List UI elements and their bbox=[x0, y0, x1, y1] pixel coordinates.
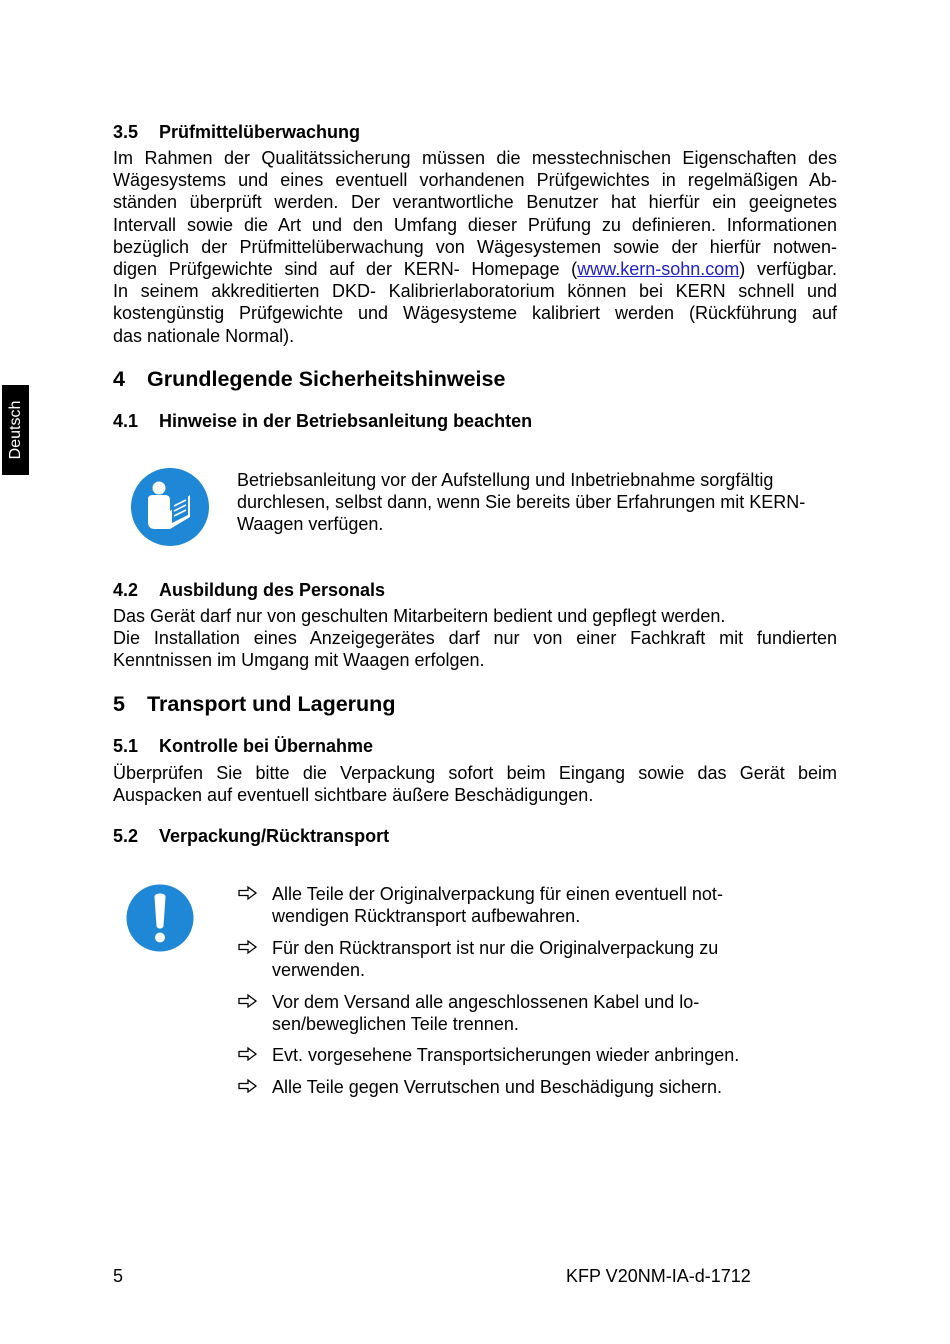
list-item-text: Vor dem Versand alle angeschlossenen Kabel und lo- bbox=[272, 992, 700, 1012]
text-line: Kenntnissen im Umgang mit Waagen erfolgen. bbox=[113, 650, 485, 671]
text-line: Intervall sowie die Art und den Umfang dieser Prüfung zu definieren. Informationen bbox=[113, 214, 837, 235]
list-item-text: Evt. vorgesehene Transportsicherungen wieder anbringen. bbox=[272, 1045, 740, 1065]
text-line: bezüglich der Prüfmittelüberwachung von Wägesystemen sowie der hierfür notwen- bbox=[113, 236, 837, 257]
heading-title: Prüfmittelüberwachung bbox=[159, 122, 361, 142]
text-line: Überprüfen Sie bitte die Verpackung sofort beim Eingang sowie das Gerät beim bbox=[113, 763, 837, 783]
paragraph-4-1 bbox=[237, 469, 847, 536]
paragraph-5-1 bbox=[113, 762, 837, 806]
heading-4-1 bbox=[113, 410, 532, 432]
list-item-text: Alle Teile gegen Verrutschen und Beschädigung sichern. bbox=[272, 1077, 722, 1097]
list-item-text: verwenden. bbox=[272, 960, 366, 981]
heading-3-5 bbox=[113, 121, 360, 143]
read-manual-icon bbox=[130, 467, 210, 547]
text-line: ständen überprüft werden. Der verantwortliche Benutzer hat hierfür ein geeignetes bbox=[113, 192, 837, 213]
list-item-text: Für den Rücktransport ist nur die Originalverpackung zu bbox=[272, 938, 719, 958]
text-line: Wägesystems und eines eventuell vorhandenen Prüfgewichtes in regelmäßigen Ab- bbox=[113, 170, 837, 191]
text-fragment: digen Prüfgewichte sind auf der KERN- Homepage ( bbox=[113, 258, 578, 279]
language-tab-label: Deutsch bbox=[6, 400, 24, 460]
paragraph-4-2 bbox=[113, 605, 837, 672]
heading-title: Verpackung/Rücktransport bbox=[159, 826, 390, 846]
heading-number: 5.2 bbox=[113, 826, 139, 846]
heading-number: 3.5 bbox=[113, 122, 139, 142]
heading-title: Ausbildung des Personals bbox=[159, 580, 386, 600]
hollow-arrow-icon bbox=[237, 1078, 259, 1094]
heading-number: 4.1 bbox=[113, 411, 139, 431]
heading-title: Kontrolle bei Übernahme bbox=[159, 736, 374, 756]
hollow-arrow-icon bbox=[237, 885, 259, 901]
hollow-arrow-icon bbox=[237, 939, 259, 955]
hollow-arrow-icon bbox=[237, 1046, 259, 1062]
hollow-arrow-icon bbox=[237, 993, 259, 1009]
exclamation-icon bbox=[126, 884, 194, 952]
heading-4 bbox=[113, 366, 505, 392]
text-line: In seinem akkreditierten DKD- Kalibrierlaboratorium können bei KERN schnell und bbox=[113, 281, 837, 302]
heading-number: 5.1 bbox=[113, 736, 139, 756]
heading-number: 4.2 bbox=[113, 580, 139, 600]
heading-title: Transport und Lagerung bbox=[147, 692, 396, 716]
paragraph-3-5 bbox=[113, 147, 837, 347]
document-code: KFP V20NM-IA-d-1712 bbox=[566, 1266, 751, 1286]
heading-title: Hinweise in der Betriebsanleitung beachten bbox=[159, 411, 533, 431]
list-item-text: wendigen Rücktransport aufbewahren. bbox=[272, 906, 581, 927]
text-line: Auspacken auf eventuell sichtbare äußere Beschädigungen. bbox=[113, 785, 594, 806]
text-line-with-link bbox=[113, 258, 837, 280]
list-item-text: Alle Teile der Originalverpackung für einen eventuell not- bbox=[272, 884, 723, 904]
heading-4-2 bbox=[113, 579, 385, 601]
text-line: Das Gerät darf nur von geschulten Mitarbeitern bedient und gepflegt werden. bbox=[113, 606, 726, 626]
text-line: das nationale Normal). bbox=[113, 325, 295, 346]
text-line: kostengünstig Prüfgewichte und Wägesysteme kalibriert werden (Rückführung auf bbox=[113, 303, 837, 324]
language-tab bbox=[2, 385, 29, 475]
heading-title: Grundlegende Sicherheitshinweise bbox=[147, 367, 506, 391]
homepage-link[interactable]: www.kern-sohn.com bbox=[577, 258, 740, 279]
heading-number: 4 bbox=[113, 367, 125, 391]
heading-5-1 bbox=[113, 735, 373, 757]
text-line: Betriebsanleitung vor der Aufstellung und Inbetriebnahme sorgfältig bbox=[237, 470, 774, 490]
heading-5 bbox=[113, 691, 395, 717]
text-line: durchlesen, selbst dann, wenn Sie bereits über Erfahrungen mit KERN- bbox=[237, 492, 806, 513]
text-line: Die Installation eines Anzeigegerätes darf nur von einer Fachkraft mit fundierten bbox=[113, 628, 837, 649]
list-item-text: sen/beweglichen Teile trennen. bbox=[272, 1014, 519, 1035]
page-number: 5 bbox=[113, 1266, 124, 1286]
text-fragment: ) verfügbar. bbox=[739, 258, 838, 279]
text-line: Waagen verfügen. bbox=[237, 514, 384, 535]
text-line: Im Rahmen der Qualitätssicherung müssen die messtechnischen Eigenschaften des bbox=[113, 148, 837, 168]
heading-5-2 bbox=[113, 825, 389, 847]
heading-number: 5 bbox=[113, 692, 125, 716]
